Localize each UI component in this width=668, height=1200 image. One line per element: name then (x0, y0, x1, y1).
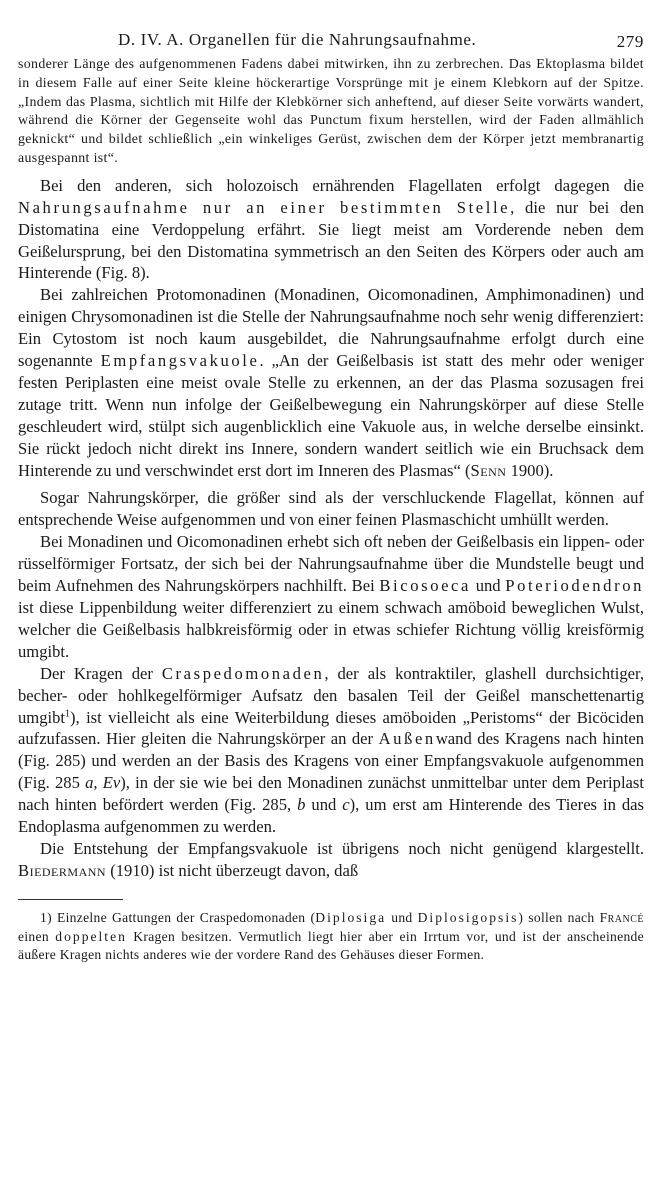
author-name: Senn (470, 460, 507, 480)
paragraph-monadinen (18, 531, 644, 662)
text-run: (1910) ist nicht überzeugt davon, daß (106, 860, 359, 880)
text-run: ist diese Lippenbildung weiter differenziert zu einem schwach amöboid beweglichen Wulst, welcher die Geißelbasis halbkreisförmig oder in etwas schiefer Richtung völlig kreisförmig umgibt. (18, 598, 644, 661)
text-run: ), um erst am Hinterende des Tieres in das Endoplasma aufgenommen zu werden. (18, 795, 644, 837)
emphasis-spaced: Außen (378, 729, 436, 749)
text-run: Bei den anderen, sich holozoisch ernährenden Flagellaten erfolgt dagegen die (40, 175, 644, 195)
figure-label: a, Ev (85, 773, 121, 793)
emphasis-spaced: doppelten (55, 928, 127, 944)
paragraph-kragen (18, 663, 644, 838)
text-run: Der Kragen der (40, 663, 162, 683)
text-run: , der als kontraktiler, glashell durchsichtiger, becher- oder hohlkegelförmiger Aufsatz den basalen Teil der Geißel manschettenartig umgibt (18, 663, 645, 727)
paragraph-sogar: Sogar Nahrungskörper, die größer sind als der verschluckende Flagellat, können auf entsprechende Weise aufgenommen und von einer feinen Plasmaschicht umhüllt werden. (18, 488, 644, 530)
text-run: ), in der sie wie bei den Monadinen zunächst unmittelbar unter dem Periplast nach hinten befördert werden (Fig. 285, (18, 773, 644, 815)
text-run: . „An der Geißelbasis ist statt des mehr oder weniger festen Periplasten eine meist ovale Stelle zu erkennen, an der das Plasma sozusagen frei zutage tritt. Wenn nun infolge der Geißelbewegung ein Nahrungskörper auf diese Stelle geschleudert wird, stülpt sich augenblicklich eine Vakuole aus, in welche derselbe einsinkt. Sie rückt jedoch nicht direkt ins Innere, sondern wandert seitlich wie ein Bruchsack dem Hinterende zu und verschwindet erst dort im Inneren des Plasmas“ ( (18, 351, 645, 480)
text-run: Kragen besitzen. Vermutlich liegt hier aber ein Irrtum vor, und ist der anscheinende äußere Kragen nichts anderes wie der vordere Rand des Gehäuses dieser Formen. (18, 928, 644, 963)
figure-label: c (342, 795, 350, 815)
paragraph-protomonadinen (18, 284, 644, 481)
text-run: 1900). (506, 460, 554, 480)
text-run: , die nur bei den Distomatina eine Verdoppelung erfährt. Sie liegt meist am Vorderende neben dem Geißelursprung, bei den Distomatina symmetrisch an den Seiten des Körpers oder auch am Hinterende (Fig. 8). (18, 197, 644, 283)
text-run: 1) Einzelne Gattungen der Craspedomonaden ( (40, 909, 316, 925)
author-name: Francé (599, 909, 645, 925)
figure-label: b (297, 795, 306, 815)
text-run: Bei zahlreichen Protomonadinen (Monadinen, Oicomonadinen, Amphimonadinen) und einigen Chrysomonadinen ist die Stelle der Nahrungsaufnahme noch sehr wenig differenziert: Ein Cytostom ist noch kaum ausgebildet, die Nahrungsaufnahme erfolgt durch eine sogenannte (18, 285, 644, 371)
book-page (18, 26, 644, 965)
text-run: wand des Kragens nach hinten (Fig. 285) und werden an der Basis des Kragens von einer Empfangsvakuole aufgenommen (Fig. 285 (18, 729, 644, 793)
text-run: Bei Monadinen und Oicomonadinen erhebt sich oft neben der Geißelbasis ein lippen- oder rüsselförmiger Fortsatz, der sich bei der Nahrungsaufnahme über die Mundstelle beugt und beim Aufnehmen des Nahrungskörpers nachhilft. Bei (18, 532, 644, 596)
author-name: Biedermann (18, 860, 107, 880)
text-run: ) sollen nach (518, 909, 600, 925)
paragraph-continuation: sonderer Länge des aufgenommenen Fadens dabei mitwirken, ihn zu zerbrechen. Das Ektoplasma bildet in diesem Falle auf einer Seite kleine höckerartige Vorsprünge mit je einem Klebkorn auf der Spitze. „Indem das Plasma, sichtlich mit Hilfe der Klebkörner sich anheftend, auf dieser Seite vorwärts wandert, während die Körner der Gegenseite wohl das Punctum fixum herstellen, wird der Faden allmählich geknickt“ und bildet schließlich „ein winkeliges Gerüst, zwischen dem der Körper jetzt membranartig ausgespannt ist“. (18, 57, 644, 166)
running-header (18, 26, 644, 56)
genus-name: Diplosiga (315, 909, 387, 925)
footnote-marker: 1 (65, 708, 71, 719)
text-run: einen (18, 928, 56, 944)
taxon-name: Craspedomonaden (161, 663, 325, 683)
paragraph-holozoic-flagellates (18, 175, 644, 285)
page-number: 279 (616, 32, 644, 51)
genus-name: Poteriodendron (505, 576, 644, 596)
footnote (18, 909, 644, 965)
emphasis-spaced: Nahrungsaufnahme nur an einer bestimmten Stelle (18, 197, 511, 217)
genus-name: Diplosigopsis (417, 909, 519, 925)
text-run: und (386, 909, 418, 925)
text-run: und (305, 795, 343, 815)
text-run: und (470, 576, 506, 596)
genus-name: Bicosoeca (379, 576, 471, 596)
footnote-divider (18, 899, 123, 900)
paragraph-entstehung (18, 838, 644, 882)
text-run: Die Entstehung der Empfangsvakuole ist übrigens noch nicht genügend klargestellt. (40, 838, 644, 858)
text-run: ), ist vielleicht als eine Weiterbildung dieses amöboiden „Peristoms“ der Bicöciden aufzufassen. Hier gleiten die Nahrungskörper an der (18, 707, 644, 749)
emphasis-spaced: Empfangsvakuole (100, 351, 260, 371)
running-title: D. IV. A. Organellen für die Nahrungsaufnahme. (118, 30, 477, 49)
